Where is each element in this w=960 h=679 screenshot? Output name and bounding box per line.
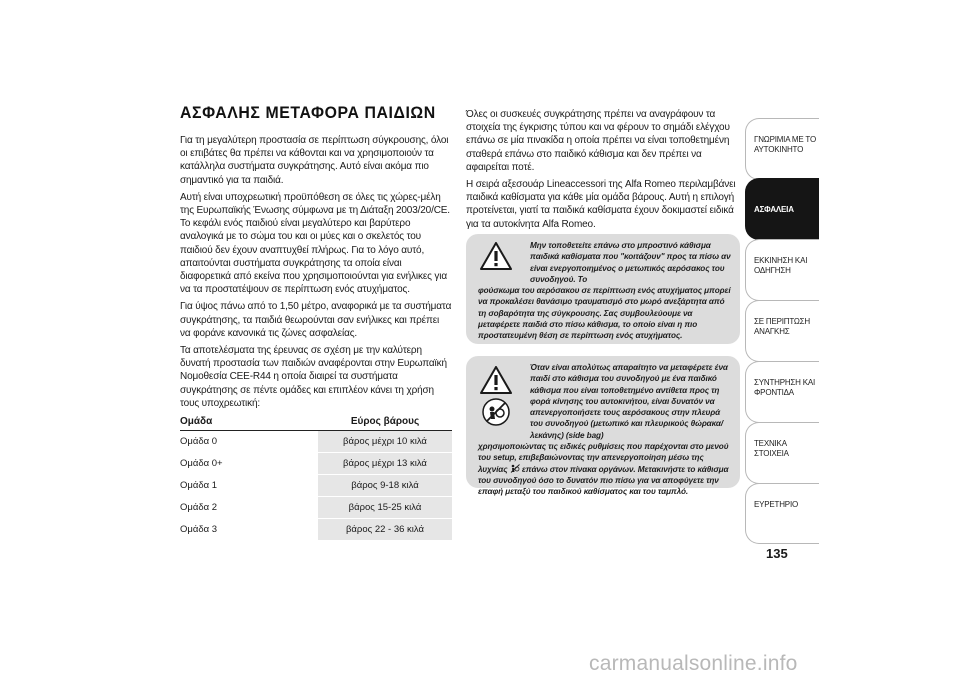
warning-1-body: φούσκωμα του αερόσακου σε περίπτωση ενός ατυχήματος μπορεί να προκαλέσει θανάσιμο τραυματισμό στο μωρό ανεξάρτητα από τη σοβαρότητα της σύγκρουσης. Σας συμβουλεύουμε να μεταφέρετε παιδιά στο πίσω κάθισμα, το οποίο είναι η πιο προστατευμένη θέση σε περίπτωση ενός ατυχήματος. <box>478 286 731 341</box>
tab-maintenance[interactable] <box>745 361 819 423</box>
weight-cell: βάρος μέχρι 13 κιλά <box>318 453 452 475</box>
tab-label: ΕΚΚΙΝΗΣΗ ΚΑΙ ΟΔΗΓΗΣΗ <box>754 256 808 275</box>
left-column <box>180 104 452 541</box>
tab-starting-driving[interactable] <box>745 239 819 301</box>
tab-label: ΤΕΧΝΙΚΑ ΣΤΟΙΧΕΙΑ <box>754 439 789 458</box>
tab-getting-to-know[interactable] <box>745 118 819 180</box>
weight-cell: βάρος 22 - 36 κιλά <box>318 519 452 541</box>
warning-box-rear-facing <box>466 234 740 344</box>
approval-paragraph: Όλες οι συσκευές συγκράτησης πρέπει να αναγράφουν τα στοιχεία της έγκρισης τύπου και να φέρουν το σημάδι ελέγχου επάνω σε μία πινακίδα η οποία πρέπει να είναι τοποθετημένη σταθερά επάνω στο παιδικό κάθισμα και δεν πρέπει να αφαιρείται ποτέ. <box>466 109 730 173</box>
table-row <box>180 453 452 475</box>
weight-cell: βάρος μέχρι 10 κιλά <box>318 431 452 453</box>
eu-directive-paragraph: Αυτή είναι υποχρεωτική προϋπόθεση σε όλες τις χώρες-μέλη της Ευρωπαϊκής Ένωσης σύμφωνα με τη Διάταξη 2003/20/CE. Το κεφάλι ενός παιδιού είναι μεγαλύτερο και βαρύτερο αναλογικά με το σώμα του και οι μύες και ο σκελετός του παιδιού δεν έχουν αναπτυχθεί πλήρως. Για το λόγο αυτό, απαιτούνται συστήματα συγκράτησης τα οποία είναι διαφορετικά από εκείνα που χρησιμοποιούνται για ενήλικες για να τα προστατέψουν σε περίπτωση ενός ατυχήματος. <box>180 191 450 296</box>
table-row <box>180 431 452 453</box>
warning-box-airbag-deactivation <box>466 356 740 497</box>
table-header-weight: Εύρος βάρους <box>318 414 452 431</box>
lineaccessori-paragraph: Η σειρά αξεσουάρ Lineaccessori της Alfa Romeo περιλαμβάνει παιδικά καθίσματα για κάθε μία ομάδα βάρους. Αυτή η επιλογή προτείνεται, γιατί τα παιδικά καθίσματα έχουν δοκιμαστεί ειδικά για τα αυτοκίνητα Alfa Romeo. <box>466 179 736 230</box>
right-column <box>466 108 740 235</box>
tab-emergency[interactable] <box>745 300 819 362</box>
intro-paragraph: Για τη μεγαλύτερη προστασία σε περίπτωση σύγκρουσης, όλοι οι επιβάτες θα πρέπει να κάθονται και να χρησιμοποιούν τα κατάλληλα συστήματα συγκράτησης. Αυτό είναι ακόμα πιο σημαντικό για τα παιδιά. <box>180 135 449 186</box>
tab-index[interactable] <box>745 483 819 544</box>
group-cell: Ομάδα 0 <box>180 431 318 453</box>
group-cell: Ομάδα 0+ <box>180 453 318 475</box>
table-row <box>180 519 452 541</box>
warning-1-lead: Μην τοποθετείτε επάνω στο μπροστινό κάθισμα παιδικά καθίσματα που "κοιτάζουν" προς τα πίσω αν είναι ενεργοποιημένος ο μετωπικός αερόσακος του συνοδηγού. Το <box>530 241 731 284</box>
table-header-row <box>180 414 452 431</box>
weight-groups-table <box>180 414 452 541</box>
group-cell: Ομάδα 3 <box>180 519 318 541</box>
weight-cell: βάρος 9-18 κιλά <box>318 475 452 497</box>
tab-label: ΣΥΝΤΗΡΗΣΗ ΚΑΙ ΦΡΟΝΤΙΔΑ <box>754 378 816 397</box>
chapter-sidebar <box>745 118 819 544</box>
height-paragraph: Για ύψος πάνω από το 1,50 μέτρο, αναφορικά με τα συστήματα συγκράτησης, τα παιδιά θεωρούνται σαν ενήλικες και πρέπει να φοράνε κανονικά τις ζώνες ασφαλείας. <box>180 301 452 339</box>
regulation-paragraph: Τα αποτελέσματα της έρευνας σε σχέση με την καλύτερη δυνατή προστασία των παιδιών αναφέρονται στην Ευρωπαϊκή Νομοθεσία CEE-R44 η οποία διαιρεί τα συστήματα συγκράτησης σε πέντε ομάδες και επιπλέον κάνει τη χρήση τους υποχρεωτική: <box>180 345 447 409</box>
tab-label: ΑΣΦΑΛΕΙΑ <box>754 205 794 214</box>
warning-2-body-a: χρησιμοποιώντας τις ειδικές ρυθμίσεις που παρέχονται στο μενού του setup, επιβεβαιώνοντας την απενεργοποίηση μέσω της λυχνίας <box>478 442 729 474</box>
page-number: 135 <box>766 546 788 561</box>
weight-cell: βάρος 15-25 κιλά <box>318 497 452 519</box>
watermark: carmanualsonline.info <box>589 652 798 675</box>
table-row <box>180 475 452 497</box>
group-cell: Ομάδα 1 <box>180 475 318 497</box>
tab-label: ΓΝΩΡΙΜΙΑ ΜΕ ΤΟ ΑΥΤΟΚΙΝΗΤΟ <box>754 135 816 154</box>
airbag-indicator-icon <box>510 464 520 473</box>
page-title: ΑΣΦΑΛΗΣ ΜΕΤΑΦΟΡΑ ΠΑΙΔΙΩΝ <box>180 104 436 122</box>
warning-2-lead: Όταν είναι απολύτως απαραίτητο να μεταφέρετε ένα παιδί στο κάθισμα του συνοδηγού με ένα παιδικό κάθισμα που είναι τοποθετημένο αντίθετα προς τη φορά κίνησης του αυτοκινήτου, είναι δυνατόν να απενεργοποιήσετε τους αερόσακους στην πλευρά του συνοδηγού (μετωπικό και πλευρικούς θώρακα/λεκάνης) (side bag) <box>530 363 728 440</box>
tab-safety[interactable] <box>745 178 819 240</box>
tab-label: ΣΕ ΠΕΡΙΠΤΩΣΗ ΑΝΑΓΚΗΣ <box>754 317 810 336</box>
table-row <box>180 497 452 519</box>
table-header-group: Ομάδα <box>180 414 318 431</box>
warning-2-body-b: επάνω στον πίνακα οργάνων. Μετακινήστε το κάθισμα του συνοδηγού όσο το δυνατόν πιο πίσω για να αποφύγετε την επαφή μεταξύ του παιδικού καθίσματος και του ταμπλό. <box>478 464 729 497</box>
tab-label: ΕΥΡΕΤΗΡΙΟ <box>754 500 798 509</box>
tab-technical-data[interactable] <box>745 422 819 484</box>
group-cell: Ομάδα 2 <box>180 497 318 519</box>
